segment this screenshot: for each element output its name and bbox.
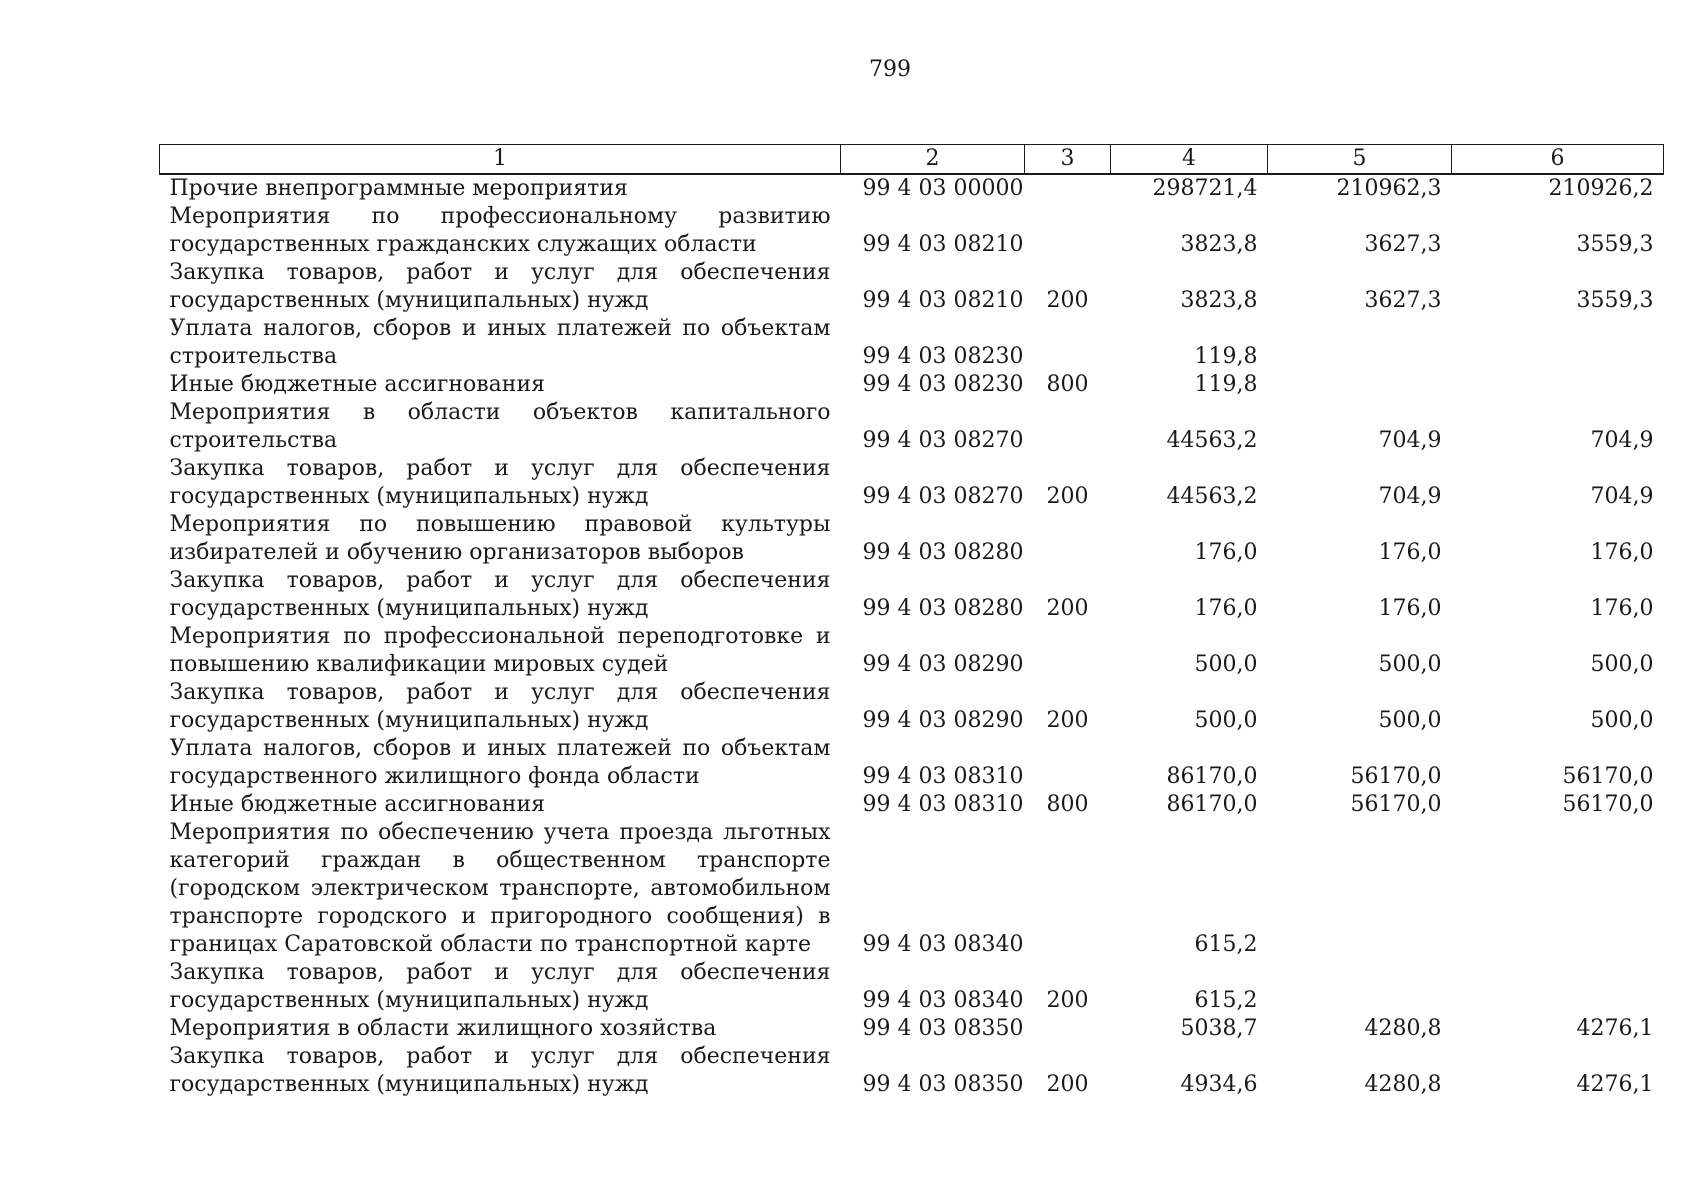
amount-col5-cell: 176,0 <box>1378 596 1442 621</box>
amount-col5-cell: 210962,3 <box>1336 176 1442 201</box>
amount-col5-cell: 4280,8 <box>1364 1016 1442 1041</box>
amount-col4-cell: 44563,2 <box>1166 484 1258 509</box>
amount-col6-cell <box>1452 371 1664 399</box>
target-code-cell: 99 4 03 08280 <box>862 540 1024 565</box>
amount-col5-cell: 56170,0 <box>1350 764 1442 789</box>
amount-col4-cell: 86170,0 <box>1166 764 1258 789</box>
amount-col6-cell: 500,0 <box>1590 652 1654 677</box>
expense-type-cell <box>1025 819 1111 959</box>
expense-type-cell <box>1025 735 1111 791</box>
expense-type-cell: 800 <box>1046 792 1089 817</box>
amount-col4-cell: 615,2 <box>1194 932 1258 957</box>
amount-col4-cell: 3823,8 <box>1180 232 1258 257</box>
amount-col4-cell: 4934,6 <box>1180 1072 1258 1097</box>
expense-type-cell: 200 <box>1046 484 1089 509</box>
amount-col6-cell: 3559,3 <box>1576 232 1654 257</box>
table-row <box>160 1043 1664 1099</box>
table-row <box>160 455 1664 511</box>
table-body <box>160 174 1664 1099</box>
amount-col6-cell: 500,0 <box>1590 708 1654 733</box>
target-code-cell: 99 4 03 08290 <box>862 708 1024 733</box>
row-name-cell: Закупка товаров, работ и услуг для обеспечения государственных (муниципальных) нужд <box>169 456 831 509</box>
row-name-cell: Мероприятия по обеспечению учета проезда льготных категорий граждан в общественном транспорте (городском электрическом транспорте, автомобильном транспорте городского и пригородного сообщения) в границах Саратовской области по транспортной карте <box>169 820 831 957</box>
amount-col5-cell: 3627,3 <box>1364 232 1442 257</box>
amount-col6-cell: 4276,1 <box>1576 1016 1654 1041</box>
table-row <box>160 511 1664 567</box>
amount-col6-cell <box>1452 315 1664 371</box>
amount-col4-cell: 3823,8 <box>1180 288 1258 313</box>
amount-col4-cell: 176,0 <box>1194 596 1258 621</box>
table-row <box>160 259 1664 315</box>
amount-col4-cell: 44563,2 <box>1166 428 1258 453</box>
target-code-cell: 99 4 03 08310 <box>862 792 1024 817</box>
target-code-cell: 99 4 03 08310 <box>862 764 1024 789</box>
row-name-cell: Прочие внепрограммные мероприятия <box>169 176 628 201</box>
amount-col4-cell: 298721,4 <box>1152 176 1258 201</box>
amount-col5-cell: 500,0 <box>1378 708 1442 733</box>
amount-col6-cell: 704,9 <box>1590 428 1654 453</box>
row-name-cell: Закупка товаров, работ и услуг для обеспечения государственных (муниципальных) нужд <box>169 1044 831 1097</box>
amount-col4-cell: 5038,7 <box>1180 1016 1258 1041</box>
target-code-cell: 99 4 03 08350 <box>862 1072 1024 1097</box>
amount-col6-cell <box>1452 819 1664 959</box>
amount-col5-cell: 500,0 <box>1378 652 1442 677</box>
row-name-cell: Уплата налогов, сборов и иных платежей по объектам государственного жилищного фонда области <box>169 736 831 789</box>
column-header-3: 3 <box>1025 145 1111 175</box>
row-name-cell: Закупка товаров, работ и услуг для обеспечения государственных (муниципальных) нужд <box>169 680 831 733</box>
table-row <box>160 679 1664 735</box>
target-code-cell: 99 4 03 08270 <box>862 428 1024 453</box>
row-name-cell: Закупка товаров, работ и услуг для обеспечения государственных (муниципальных) нужд <box>169 568 831 621</box>
column-header-4: 4 <box>1111 145 1268 175</box>
amount-col4-cell: 119,8 <box>1194 372 1258 397</box>
amount-col6-cell: 3559,3 <box>1576 288 1654 313</box>
expense-type-cell <box>1025 511 1111 567</box>
table-row <box>160 623 1664 679</box>
amount-col6-cell: 176,0 <box>1590 596 1654 621</box>
amount-col4-cell: 500,0 <box>1194 652 1258 677</box>
header-row <box>160 145 1664 175</box>
budget-table <box>159 144 1664 1099</box>
amount-col5-cell: 56170,0 <box>1350 792 1442 817</box>
target-code-cell: 99 4 03 08340 <box>862 988 1024 1013</box>
amount-col6-cell <box>1452 959 1664 1015</box>
target-code-cell: 99 4 03 08270 <box>862 484 1024 509</box>
target-code-cell: 99 4 03 08280 <box>862 596 1024 621</box>
amount-col4-cell: 500,0 <box>1194 708 1258 733</box>
row-name-cell: Закупка товаров, работ и услуг для обеспечения государственных (муниципальных) нужд <box>169 960 831 1013</box>
target-code-cell: 99 4 03 08210 <box>862 232 1024 257</box>
expense-type-cell <box>1025 1015 1111 1043</box>
table-row <box>160 1015 1664 1043</box>
column-header-2: 2 <box>841 145 1025 175</box>
amount-col5-cell <box>1268 959 1452 1015</box>
expense-type-cell <box>1025 623 1111 679</box>
target-code-cell: 99 4 03 08210 <box>862 288 1024 313</box>
table-row <box>160 959 1664 1015</box>
amount-col5-cell: 704,9 <box>1378 484 1442 509</box>
amount-col6-cell: 210926,2 <box>1548 176 1654 201</box>
row-name-cell: Мероприятия по повышению правовой культуры избирателей и обучению организаторов выборов <box>169 512 831 565</box>
table-row <box>160 174 1664 203</box>
target-code-cell: 99 4 03 08350 <box>862 1016 1024 1041</box>
target-code-cell: 99 4 03 08230 <box>862 372 1024 397</box>
expense-type-cell: 200 <box>1046 708 1089 733</box>
amount-col5-cell: 3627,3 <box>1364 288 1442 313</box>
target-code-cell: 99 4 03 08290 <box>862 652 1024 677</box>
table-header <box>160 145 1664 175</box>
table-row <box>160 371 1664 399</box>
amount-col5-cell <box>1268 819 1452 959</box>
amount-col6-cell: 56170,0 <box>1562 764 1654 789</box>
table-row <box>160 819 1664 959</box>
row-name-cell: Уплата налогов, сборов и иных платежей по объектам строительства <box>169 316 831 369</box>
row-name-cell: Иные бюджетные ассигнования <box>169 792 545 817</box>
amount-col4-cell: 176,0 <box>1194 540 1258 565</box>
row-name-cell: Закупка товаров, работ и услуг для обеспечения государственных (муниципальных) нужд <box>169 260 831 313</box>
column-header-1: 1 <box>160 145 841 175</box>
target-code-cell: 99 4 03 00000 <box>862 176 1024 201</box>
expense-type-cell: 200 <box>1046 988 1089 1013</box>
row-name-cell: Мероприятия по профессиональному развитию государственных гражданских служащих области <box>169 204 831 257</box>
amount-col6-cell: 176,0 <box>1590 540 1654 565</box>
column-header-5: 5 <box>1268 145 1452 175</box>
row-name-cell: Мероприятия в области объектов капитального строительства <box>169 400 831 453</box>
table-row <box>160 567 1664 623</box>
expense-type-cell <box>1025 174 1111 203</box>
expense-type-cell <box>1025 315 1111 371</box>
amount-col6-cell: 4276,1 <box>1576 1072 1654 1097</box>
amount-col5-cell <box>1268 371 1452 399</box>
amount-col4-cell: 119,8 <box>1194 344 1258 369</box>
table-row <box>160 315 1664 371</box>
expense-type-cell: 200 <box>1046 288 1089 313</box>
expense-type-cell: 200 <box>1046 596 1089 621</box>
row-name-cell: Мероприятия в области жилищного хозяйства <box>169 1016 717 1041</box>
amount-col5-cell: 704,9 <box>1378 428 1442 453</box>
amount-col6-cell: 56170,0 <box>1562 792 1654 817</box>
row-name-cell: Мероприятия по профессиональной переподготовке и повышению квалификации мировых судей <box>169 624 831 677</box>
table-row <box>160 791 1664 819</box>
column-header-6: 6 <box>1452 145 1664 175</box>
amount-col5-cell: 176,0 <box>1378 540 1442 565</box>
amount-col4-cell: 615,2 <box>1194 988 1258 1013</box>
amount-col5-cell <box>1268 315 1452 371</box>
table-row <box>160 735 1664 791</box>
page-number: 799 <box>869 57 911 82</box>
expense-type-cell: 200 <box>1046 1072 1089 1097</box>
expense-type-cell <box>1025 203 1111 259</box>
expense-type-cell: 800 <box>1046 372 1089 397</box>
row-name-cell: Иные бюджетные ассигнования <box>169 372 545 397</box>
amount-col5-cell: 4280,8 <box>1364 1072 1442 1097</box>
amount-col4-cell: 86170,0 <box>1166 792 1258 817</box>
target-code-cell: 99 4 03 08230 <box>862 344 1024 369</box>
expense-type-cell <box>1025 399 1111 455</box>
table-row <box>160 399 1664 455</box>
target-code-cell: 99 4 03 08340 <box>862 932 1024 957</box>
amount-col6-cell: 704,9 <box>1590 484 1654 509</box>
table-row <box>160 203 1664 259</box>
